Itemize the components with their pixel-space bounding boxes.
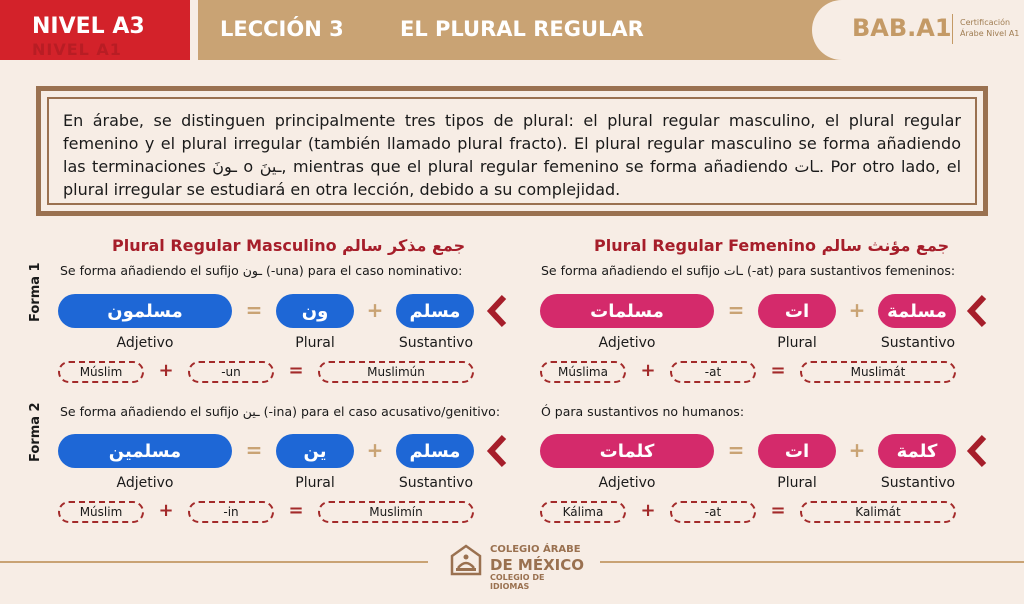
label-noun: Sustantivo — [880, 475, 956, 491]
lesson-label: LECCIÓN 3 — [220, 17, 344, 41]
plus-sign: + — [640, 360, 656, 381]
title-bar — [198, 0, 1024, 60]
feminine-title: Plural Regular Femenino جمع مؤنث سالم — [594, 236, 950, 255]
fem-f1-translit-noun: Múslima — [540, 361, 626, 383]
brand-logo — [812, 0, 1024, 60]
masculine-title: Plural Regular Masculino جمع مذكر سالم — [112, 236, 466, 255]
intro-box — [36, 86, 988, 216]
intro-box-inner — [47, 97, 977, 205]
chevron-left-icon — [966, 434, 988, 468]
fem-f1-translit-result: Muslimát — [800, 361, 956, 383]
label-noun: Sustantivo — [880, 335, 956, 351]
footer-divider-right — [600, 561, 1024, 563]
masc-f2-adjective-pill: مسلمين — [58, 434, 232, 468]
equals-sign: = — [288, 500, 304, 521]
brand-name: BAB.A1 — [852, 14, 952, 42]
label-adjective: Adjetivo — [598, 475, 656, 491]
fem-f2-translit-noun: Kálima — [540, 501, 626, 523]
plus-sign: + — [366, 298, 384, 322]
masc-f1-plural-pill: ون — [276, 294, 354, 328]
equals-sign: = — [727, 298, 745, 322]
masc-forma2-desc: Se forma añadiendo el sufijo ـين (-ina) para el caso acusativo/genitivo: — [60, 404, 501, 419]
footer-divider-left — [0, 561, 428, 563]
plus-sign: + — [848, 438, 866, 462]
fem-f2-plural-pill: ات — [758, 434, 836, 468]
masc-f1-adjective-pill: مسلمون — [58, 294, 232, 328]
label-adjective: Adjetivo — [116, 335, 174, 351]
forma-2-label: Forma 2 — [28, 402, 43, 462]
label-adjective: Adjetivo — [598, 335, 656, 351]
label-plural: Plural — [777, 475, 817, 491]
fem-forma2-desc: Ó para sustantivos no humanos: — [541, 404, 745, 419]
label-plural: Plural — [777, 335, 817, 351]
school-name-line-1: COLEGIO ÁRABE — [490, 544, 581, 555]
cert-line-2: Árabe Nivel A1 — [960, 29, 1020, 38]
fem-f2-adjective-pill: كلمات — [540, 434, 714, 468]
plus-sign: + — [158, 360, 174, 381]
fem-f2-translit-result: Kalimát — [800, 501, 956, 523]
masc-f2-translit-noun: Múslim — [58, 501, 144, 523]
header — [0, 0, 1024, 60]
label-noun: Sustantivo — [398, 475, 474, 491]
school-emblem-icon — [448, 544, 484, 580]
fem-f2-translit-suffix: -at — [670, 501, 756, 523]
masc-f1-translit-noun: Múslim — [58, 361, 144, 383]
masc-f2-noun-pill: مسلم — [396, 434, 474, 468]
masc-f1-noun-pill: مسلم — [396, 294, 474, 328]
school-name-line-2: DE MÉXICO — [490, 556, 584, 574]
school-name-line-3: COLEGIO DE IDIOMAS — [490, 573, 545, 591]
equals-sign: = — [245, 438, 263, 462]
level-ghost-label: NIVEL A1 — [32, 40, 122, 59]
masc-f2-translit-result: Muslimín — [318, 501, 474, 523]
brand-divider — [952, 14, 953, 44]
label-noun: Sustantivo — [398, 335, 474, 351]
equals-sign: = — [288, 360, 304, 381]
label-plural: Plural — [295, 475, 335, 491]
school-logo — [446, 542, 586, 591]
plus-sign: + — [158, 500, 174, 521]
masc-f1-translit-suffix: -un — [188, 361, 274, 383]
brand-cert — [960, 17, 1019, 39]
cert-line-1: Certificación — [960, 18, 1011, 27]
plus-sign: + — [640, 500, 656, 521]
fem-f1-translit-suffix: -at — [670, 361, 756, 383]
masc-forma1-desc: Se forma añadiendo el sufijo ـون (-una) para el caso nominativo: — [60, 263, 463, 278]
chevron-left-icon — [486, 294, 508, 328]
masc-f2-plural-pill: ين — [276, 434, 354, 468]
intro-text: En árabe, se distinguen principalmente tres tipos de plural: el plural regular masculino, el plural regular femenino y el plural irregular (también llamado plural fracto). El plural regular masculino se forma añadiendo las terminaciones ـونَ o ـينَ, mientras que el plural regular femenino se forma añadiendo ـات. Por otro lado, el plural irregular se estudiará en otra lección, debido a su complejidad. — [63, 111, 962, 199]
forma-1-label: Forma 1 — [28, 262, 43, 322]
fem-f2-noun-pill: كلمة — [878, 434, 956, 468]
level-label: NIVEL A3 — [32, 14, 145, 39]
masc-f2-translit-suffix: -in — [188, 501, 274, 523]
label-adjective: Adjetivo — [116, 475, 174, 491]
fem-forma1-desc: Se forma añadiendo el sufijo ـات (-at) para sustantivos femeninos: — [541, 263, 956, 278]
equals-sign: = — [245, 298, 263, 322]
plus-sign: + — [366, 438, 384, 462]
masc-f1-translit-result: Muslimún — [318, 361, 474, 383]
equals-sign: = — [770, 500, 786, 521]
equals-sign: = — [727, 438, 745, 462]
equals-sign: = — [770, 360, 786, 381]
fem-f1-noun-pill: مسلمة — [878, 294, 956, 328]
level-badge — [0, 0, 190, 60]
chevron-left-icon — [966, 294, 988, 328]
page-title: EL PLURAL REGULAR — [400, 17, 644, 41]
fem-f1-adjective-pill: مسلمات — [540, 294, 714, 328]
plus-sign: + — [848, 298, 866, 322]
chevron-left-icon — [486, 434, 508, 468]
label-plural: Plural — [295, 335, 335, 351]
fem-f1-plural-pill: ات — [758, 294, 836, 328]
